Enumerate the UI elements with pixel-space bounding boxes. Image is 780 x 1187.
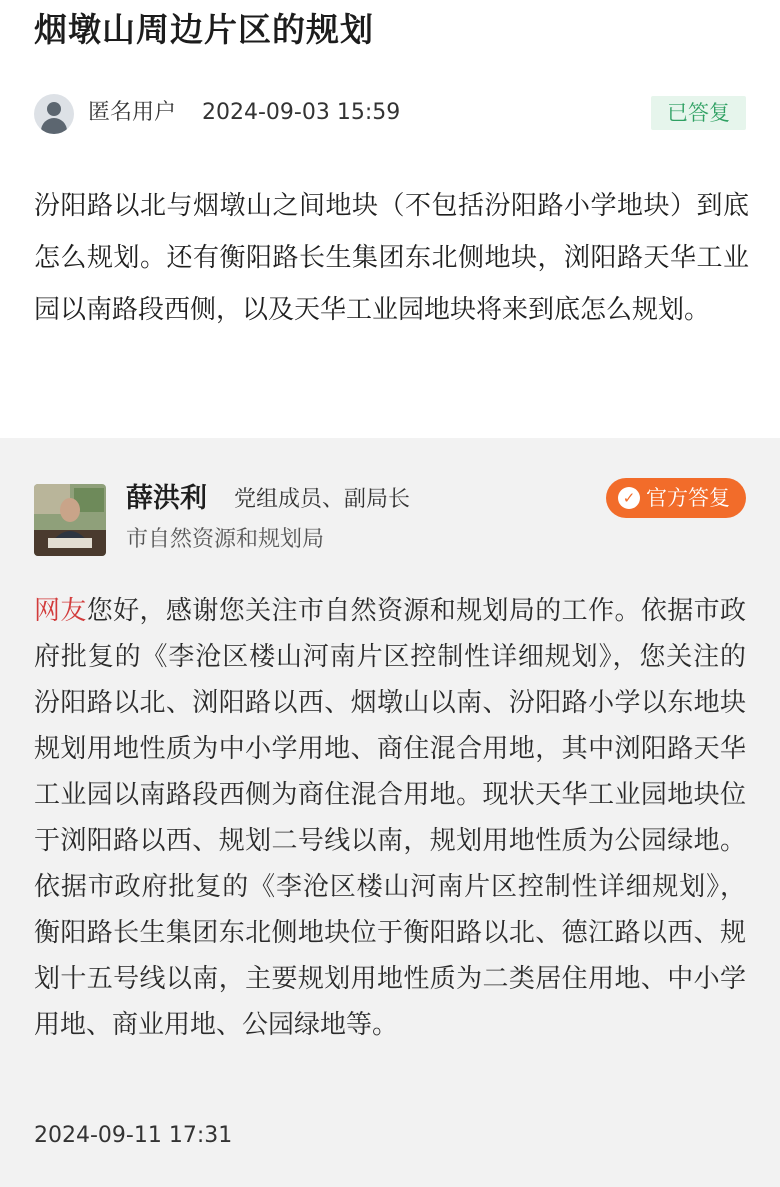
anonymous-user-icon [34,94,74,134]
official-position: 党组成员、副局长 [234,487,411,512]
question-body: 汾阳路以北与烟墩山之间地块（不包括汾阳路小学地块）到底怎么规划。还有衡阳路长生集团东北侧地块，浏阳路天华工业园以南路段西侧，以及天华工业园地块将来到底怎么规划。 [34,191,749,325]
answer-body [34,588,746,1048]
answer-text: 您好，感谢您关注市自然资源和规划局的工作。依据市政府批复的《李沧区楼山河南片区控制性详细规划》，您关注的汾阳路以北、浏阳路以西、烟墩山以南、汾阳路小学以东地块规划用地性质为中小学用地、商住混合用地，其中浏阳路天华工业园以南路段西侧为商住混合用地。现状天华工业园地块位于浏阳路以西、规划二号线以南，规划用地性质为公园绿地。依据市政府批复的《李沧区楼山河南片区控制性详细规划》，衡阳路长生集团东北侧地块位于衡阳路以北、德江路以西、规划十五号线以南，主要规划用地性质为二类居住用地、中小学用地、商业用地、公园绿地等。 [34,596,746,1040]
answer-section [0,438,780,1187]
verified-check-icon: ✓ [618,487,640,509]
answered-time: 2024-09-11 17:31 [34,1123,233,1148]
asker-row [34,94,746,134]
official-name: 薛洪利 [126,483,207,514]
status-badge: 已答复 [651,96,746,130]
official-badge-label: 官方答复 [646,486,730,510]
question-title: 烟墩山周边片区的规划 [34,10,374,49]
answer-greeting: 网友 [34,596,87,626]
asker-name: 匿名用户 [88,100,177,125]
asked-time: 2024-09-03 15:59 [202,100,401,125]
official-department: 市自然资源和规划局 [126,527,325,552]
official-avatar [34,484,106,556]
official-reply-badge [606,478,746,518]
question-section [0,0,780,438]
